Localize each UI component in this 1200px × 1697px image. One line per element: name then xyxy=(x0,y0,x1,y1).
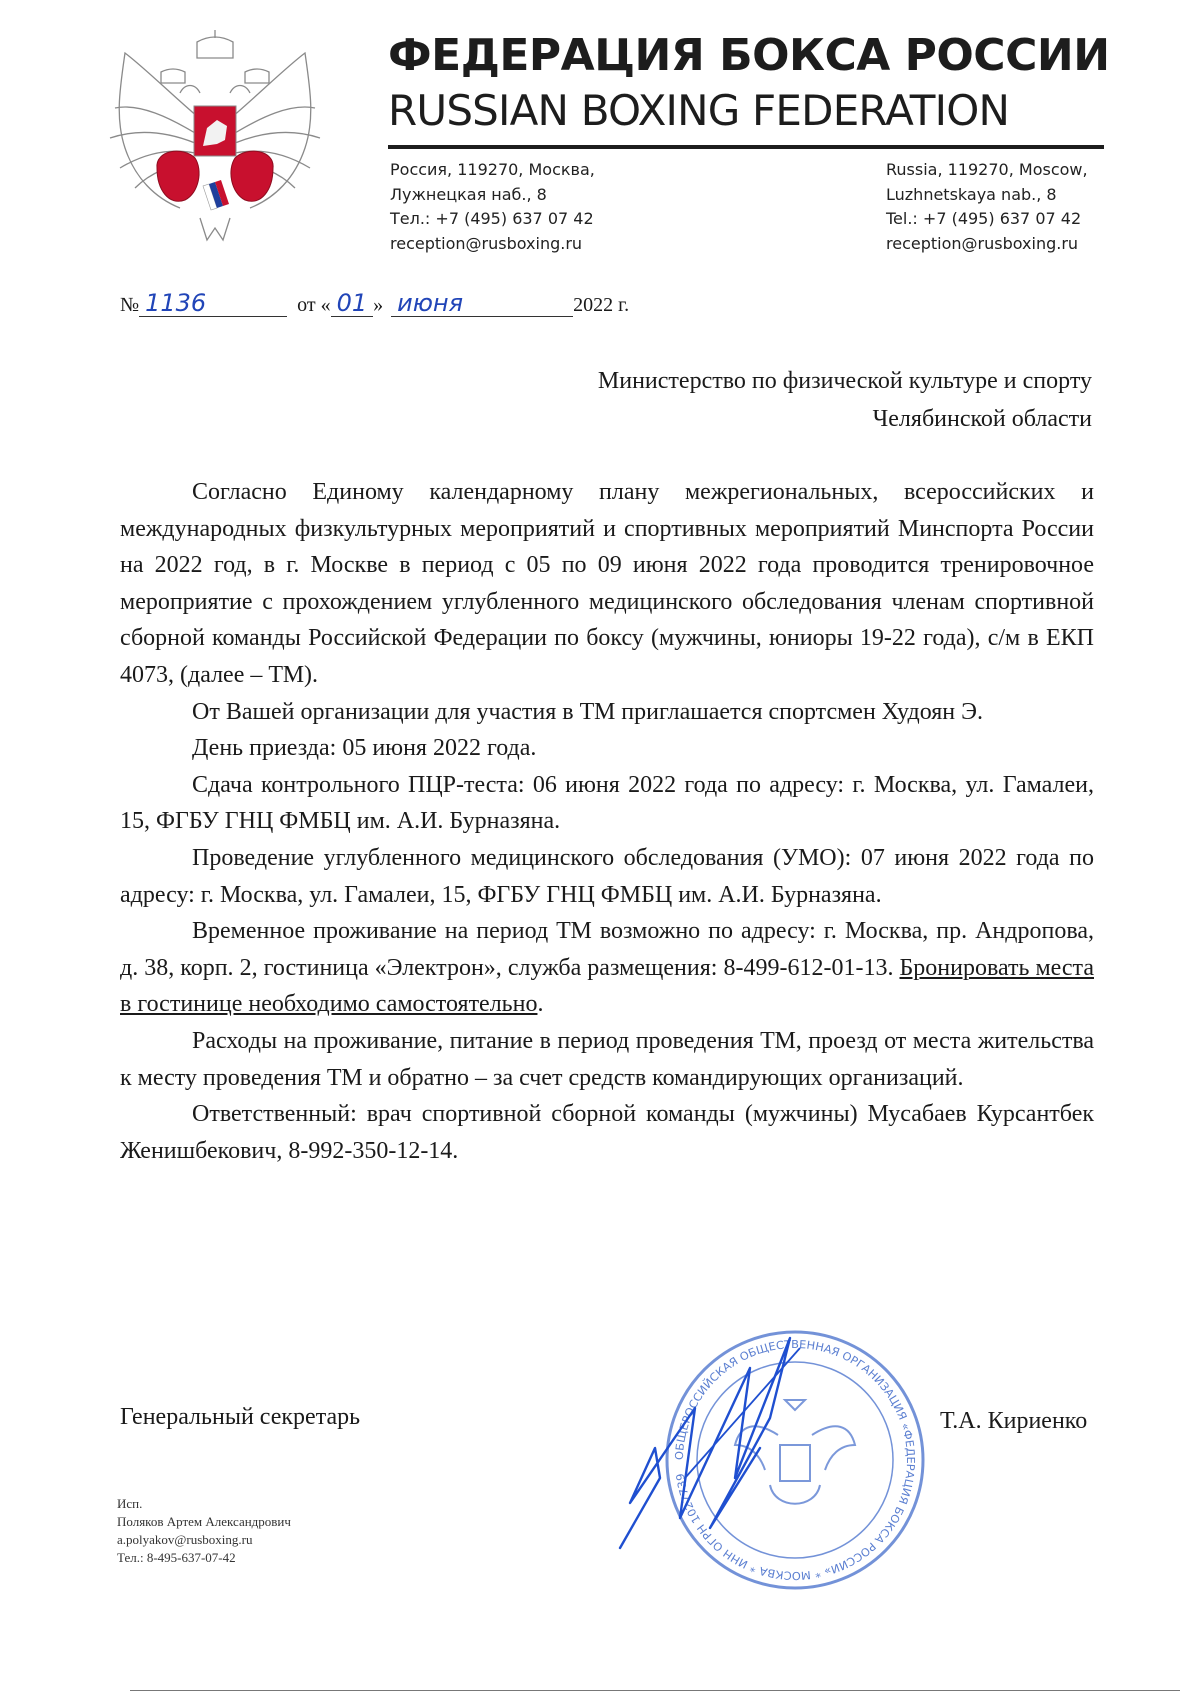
address-en-phone: Tel.: +7 (495) 637 07 42 xyxy=(886,209,1082,228)
period: . xyxy=(537,991,544,1018)
body-paragraph: Сдача контрольного ПЦР-теста: 06 июня 2022 года по адресу: г. Москва, ул. Гамалеи, 15, ФГБУ ГНЦ ФМБЦ им. А.И. Бурназяна. xyxy=(120,771,1094,835)
handwritten-number: 1136 xyxy=(145,289,207,317)
body-paragraph: Ответственный: врач спортивной сборной команды (мужчины) Мусабаев Курсантбек Женишбекович, 8-992-350-12-14. xyxy=(120,1101,1094,1164)
address-ru-line: Лужнецкая наб., 8 xyxy=(390,184,547,204)
number-label: № xyxy=(120,294,140,316)
address-ru xyxy=(390,158,595,256)
accommodation-text: Временное проживание на период ТМ возможно по адресу: г. Москва, пр. Андропова, д. 38, корп. 2, гостиница «Электрон», служба размещения: 8-499-612-01-13. xyxy=(120,918,1094,981)
address-ru-phone: Тел.: +7 (495) 637 07 42 xyxy=(390,209,594,228)
crown-icon xyxy=(161,30,269,83)
body-paragraph: Расходы на проживание, питание в период проведения ТМ, проезд от места жительства к месту проведения ТМ и обратно – за счет средств командирующих организаций. xyxy=(120,1027,1094,1091)
body-paragraph: Проведение углубленного медицинского обследования (УМО): 07 июня 2022 года по адресу: г. Москва, ул. Гамалеи, 15, ФГБУ ГНЦ ФМБЦ им. А.И. Бурназяна. xyxy=(120,844,1094,908)
body-paragraph: День приезда: 05 июня 2022 года. xyxy=(192,735,537,762)
signer-name: Т.А. Кириенко xyxy=(940,1408,1088,1434)
executor-name: Поляков Артем Александрович xyxy=(117,1514,291,1529)
day-field xyxy=(331,290,374,317)
month-field xyxy=(391,290,573,317)
executor-label: Исп. xyxy=(117,1496,143,1511)
body-paragraph xyxy=(120,913,1094,1023)
letter-body xyxy=(120,474,1094,1169)
stamp-text-path: ОБЩЕРОССИЙСКАЯ ОБЩЕСТВЕННАЯ ОРГАНИЗАЦИЯ «ФЕДЕРАЦИЯ БОКСА РОССИИ» * МОСКВА * ИНН ОГРН 1027739 xyxy=(672,1337,918,1583)
body-paragraph: От Вашей организации для участия в ТМ приглашается спортсмен Худоян Э. xyxy=(192,698,983,725)
address-en-line: Luzhnetskaya nab., 8 xyxy=(886,184,1057,204)
russian-flag-ribbon-icon xyxy=(203,180,229,210)
address-ru-line: Россия, 119270, Москва, xyxy=(390,160,595,179)
org-name-en: RUSSIAN BOXING FEDERATION xyxy=(388,86,1010,135)
address-en xyxy=(886,158,1088,256)
day-close: » xyxy=(373,294,384,316)
federation-emblem-logo xyxy=(95,28,335,253)
year-text: 2022 г. xyxy=(573,294,630,316)
booking-notice-underlined: Бронировать места в гостинице необходимо самостоятельно xyxy=(120,954,1094,1018)
addressee-line: Министерство по физической культуре и спорту xyxy=(597,368,1092,394)
registration-line xyxy=(120,290,629,317)
executor-block xyxy=(117,1495,291,1567)
handwritten-day: 01 xyxy=(336,289,368,317)
address-en-email: reception@rusboxing.ru xyxy=(886,233,1079,253)
letterhead-divider xyxy=(388,145,1104,149)
from-label: от « xyxy=(297,294,331,316)
addressee-line: Челябинской области xyxy=(872,406,1092,432)
body-paragraph: Согласно Единому календарному плану межрегиональных, всероссийских и международных физкультурных мероприятий и спортивных мероприятий Минспорта России на 2022 год, в г. Москве в период с 05 по 09 июня 2022 года проводится тренировочное мероприятие с прохождением углубленного медицинского обследования членам спортивной сборной команды Российской Федерации по боксу (мужчины, юниоры 19-22 года), с/м в ЕКП 4073, (далее – ТМ). xyxy=(120,479,1094,688)
address-en-line: Russia, 119270, Moscow, xyxy=(886,160,1088,179)
scan-edge-line xyxy=(130,1690,1180,1691)
address-ru-email: reception@rusboxing.ru xyxy=(390,233,583,253)
signer-title: Генеральный секретарь xyxy=(120,1404,361,1430)
number-field xyxy=(139,290,287,317)
handwritten-signature-icon xyxy=(600,1328,860,1558)
addressee-block xyxy=(598,362,1092,438)
executor-email: a.polyakov@rusboxing.ru xyxy=(117,1532,253,1547)
executor-phone: Тел.: 8-495-637-07-42 xyxy=(117,1550,236,1565)
org-name-ru: ФЕДЕРАЦИЯ БОКСА РОССИИ xyxy=(388,30,1110,81)
handwritten-month: июня xyxy=(397,289,464,317)
